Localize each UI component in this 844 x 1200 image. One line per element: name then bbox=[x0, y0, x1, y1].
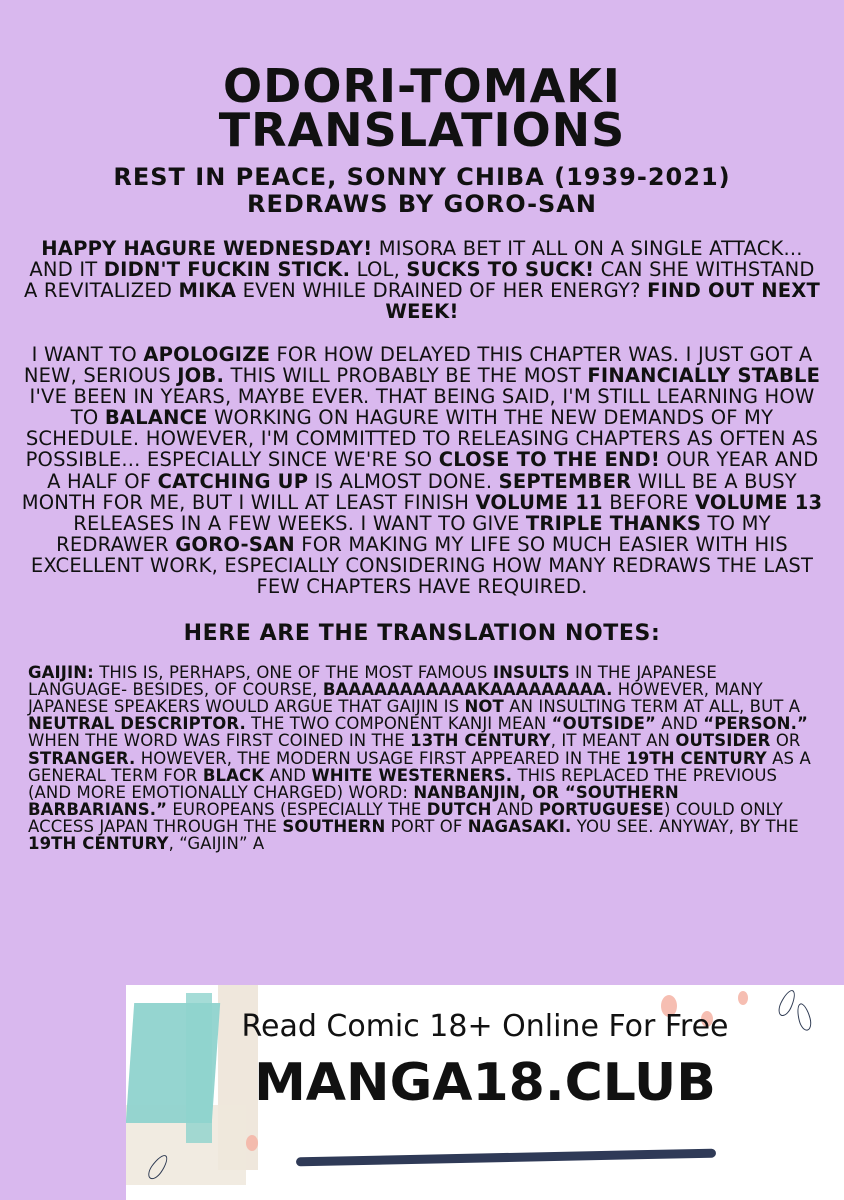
ad-banner[interactable] bbox=[126, 985, 844, 1200]
banner-brand[interactable]: MANGA18.CLUB bbox=[254, 1053, 716, 1113]
petal-dot-3 bbox=[738, 991, 748, 1005]
subtitle-line-1: REST IN PEACE, SONNY CHIBA (1939-2021) bbox=[113, 163, 731, 192]
translation-notes-heading: HERE ARE THE TRANSLATION NOTES: bbox=[183, 620, 661, 646]
page-subtitle bbox=[14, 164, 830, 218]
banner-underline bbox=[296, 1149, 716, 1167]
petal-dot-4 bbox=[246, 1135, 258, 1151]
title-line-2: TRANSLATIONS bbox=[218, 103, 626, 158]
banner-headline: Read Comic 18+ Online For Free bbox=[241, 1009, 729, 1044]
subtitle-line-2: REDRAWS BY GORO-SAN bbox=[247, 190, 597, 219]
page-title bbox=[14, 59, 830, 158]
translation-notes-body: GAIJIN: THIS IS, PERHAPS, ONE OF THE MOST FAMOUS INSULTS IN THE JAPANESE LANGUAGE- BESIDES, OF COURSE, BAAAAAAAAAAAKAAAAAAAAA. HOWEVER, MANY JAPANESE SPEAKERS WOULD ARGUE THAT GAIJIN IS NOT AN INSULTING TERM AT ALL, BUT A NEUTRAL DESCRIPTOR. THE TWO COMPONENT KANJI MEAN “OUTSIDE” AND “PERSON.” WHEN THE WORD WAS FIRST COINED IN THE 13TH CENTURY, IT MEANT AN OUTSIDER OR STRANGER. HOWEVER, THE MODERN USAGE FIRST APPEARED IN THE 19TH CENTURY AS A GENERAL TERM FOR BLACK AND WHITE WESTERNERS. THIS REPLACED THE PREVIOUS (AND MORE EMOTIONALLY CHARGED) WORD: NANBANJIN, OR “SOUTHERN BARBARIANS.” EUROPEANS (ESPECIALLY THE DUTCH AND PORTUGUESE) COULD ONLY ACCESS JAPAN THROUGH THE SOUTHERN PORT OF NAGASAKI. YOU SEE. ANYWAY, BY THE 19TH CENTURY, “GAIJIN” A bbox=[28, 662, 811, 854]
intro-paragraph: HAPPY HAGURE WEDNESDAY! MISORA BET IT ALL ON A SINGLE ATTACK... AND IT DIDN'T FUCKIN STICK. LOL, SUCKS TO SUCK! CAN SHE WITHSTAND A REVITALIZED MIKA EVEN WHILE DRAINED OF HER ENERGY? FIND OUT NEXT WEEK! bbox=[23, 237, 821, 324]
apology-paragraph: I WANT TO APOLOGIZE FOR HOW DELAYED THIS CHAPTER WAS. I JUST GOT A NEW, SERIOUS JOB. THIS WILL PROBABLY BE THE MOST FINANCIALLY STABLE I'VE BEEN IN YEARS, MAYBE EVER. THAT BEING SAID, I'M STILL LEARNING HOW TO BALANCE WORKING ON HAGURE WITH THE NEW DEMANDS OF MY SCHEDULE. HOWEVER, I'M COMMITTED TO RELEASING CHAPTERS AS OFTEN AS POSSIBLE... ESPECIALLY SINCE WE'RE SO CLOSE TO THE END! OUR YEAR AND A HALF OF CATCHING UP IS ALMOST DONE. SEPTEMBER WILL BE A BUSY MONTH FOR ME, BUT I WILL AT LEAST FINISH VOLUME 11 BEFORE VOLUME 13 RELEASES IN A FEW WEEKS. I WANT TO GIVE TRIPLE THANKS TO MY REDRAWER GORO-SAN FOR MAKING MY LIFE SO MUCH EASIER WITH HIS EXCELLENT WORK, ESPECIALLY CONSIDERING HOW MANY REDRAWS THE LAST FEW CHAPTERS HAVE REQUIRED. bbox=[21, 343, 823, 598]
title-line-1: ODORI-TOMAKI bbox=[223, 59, 621, 113]
